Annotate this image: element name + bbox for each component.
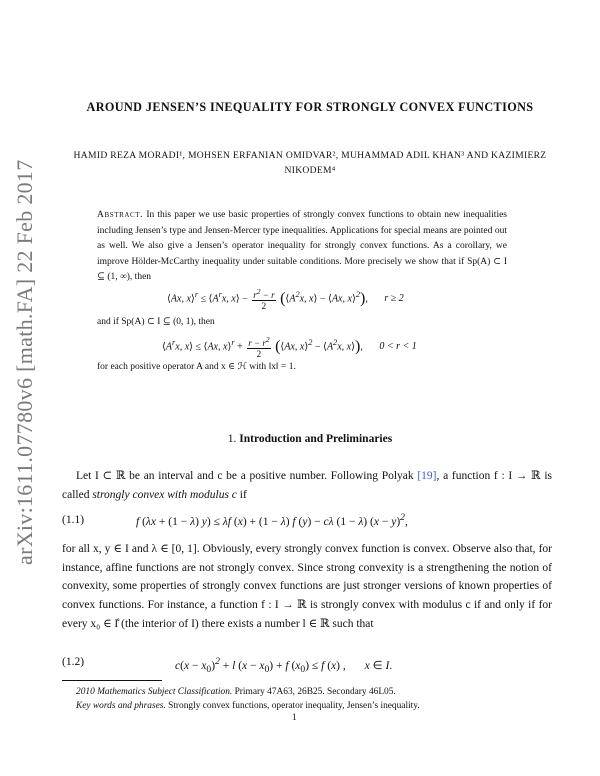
body-paragraph-1 [62,467,552,504]
equation-1-2: $c(x - x_0)^2 + l$ $(x - x_0) + f$ $(x_0) \le f$ (x) , x ∈ I. [175,656,393,676]
page-number: 1 [292,713,297,723]
abstract-equation-2: $⟨A^rx$, x⟩ ≤ ⟨Ax, x⟩$^r$ + $\frac{r - r^2}{2}$ (⟨Ax, x⟩$^2$ − $⟨A^2x$, x⟩), 0 < r < 1 [162,335,417,359]
para1-text-a: Let I ⊂ ℝ be an interval and c be a positive number. Following Polyak [76,470,414,482]
keywords-text: Strongly convex functions, operator inequality, Jensen’s inequality. [168,701,420,711]
abstract-label: Abstract. [97,210,144,220]
author-list: HAMID REZA MORADI¹, MOHSEN ERFANIAN OMIDVAR², MUHAMMAD ADIL KHAN³ AND KAZIMIERZ NIKODEM⁴ [73,150,547,176]
abstract-mid-text: and if Sp(A) ⊂ I ⊆ (0, 1), then [97,317,215,327]
body-paragraph-2: for all x, y ∈ I and λ ∈ [0, 1]. Obviously, every strongly convex function is convex. Observe also that, for instance, affine functions are not strongly convex. Since strong convexity is a strengthening the notion of convexity, some properties of strongly convex functions are just stronger versions of known properties of convex functions. For instance, a function f : I → ℝ is strongly convex with modulus c if and only if for every x₀ ∈ I̊ (the interior of I) there exists a number l ∈ ℝ such that [62,543,552,630]
abstract-end-text: for each positive operator A and x ∈ ℋ with ‖x‖ = 1. [97,362,296,372]
equation-1-2-label: (1.2) [62,656,85,668]
abstract-equation-1: ⟨Ax, x⟩$^r$ ≤ $⟨A^rx$, x⟩ − $\frac{r^2 - r}{2}$ ($⟨A^2x$, x⟩ − ⟨Ax, x⟩$^2$), r ≥ 2 [167,287,404,311]
msc-label: 2010 Mathematics Subject Classification. [76,687,233,697]
para1-emphasis: strongly convex with modulus c [92,488,237,501]
msc-text: Primary 47A63, 26B25. Secondary 46L05. [234,687,396,697]
abstract-text: In this paper we use basic properties of strongly convex functions to obtain new inequalities including Jensen’s type and Jensen-Mercer type inequalities. Applications for special means are pointed out as well. We also give a Jensen’s operator inequality for strongly convex functions. As a corollary, we improve Hölder-McCarthy inequality under suitable conditions. More precisely we show that if Sp(A) ⊂ I ⊆ (1, ∞), then [97,210,507,282]
footnote-msc [76,686,396,699]
para1-text-c: if [239,488,247,501]
footnote-rule [62,680,162,681]
keywords-label: Key words and phrases. [76,701,166,711]
section-number: 1. [227,433,237,445]
section-heading [60,433,560,445]
para1-text-b: , a function f : I → ℝ is called [62,470,552,501]
abstract-eq2-condition: 0 < r < 1 [379,341,417,353]
citation-link[interactable]: [19] [417,470,437,482]
equation-1-1-label: (1.1) [62,514,85,526]
paper-title: AROUND JENSEN’S INEQUALITY FOR STRONGLY CONVEX FUNCTIONS [86,100,534,114]
equation-1-1: f (λx + (1 − λ) y) ≤ λf (x) + (1 − λ) f (y) − cλ (1 − λ) $(x - y)^2$, [136,512,408,528]
arxiv-stamp: arXiv:1611.07780v6 [math.FA] 22 Feb 2017 [12,159,37,565]
section-title: Introduction and Preliminaries [239,433,393,445]
abstract-eq1-condition: r ≥ 2 [384,293,404,305]
abstract [97,208,507,286]
footnote-keywords [76,700,420,713]
